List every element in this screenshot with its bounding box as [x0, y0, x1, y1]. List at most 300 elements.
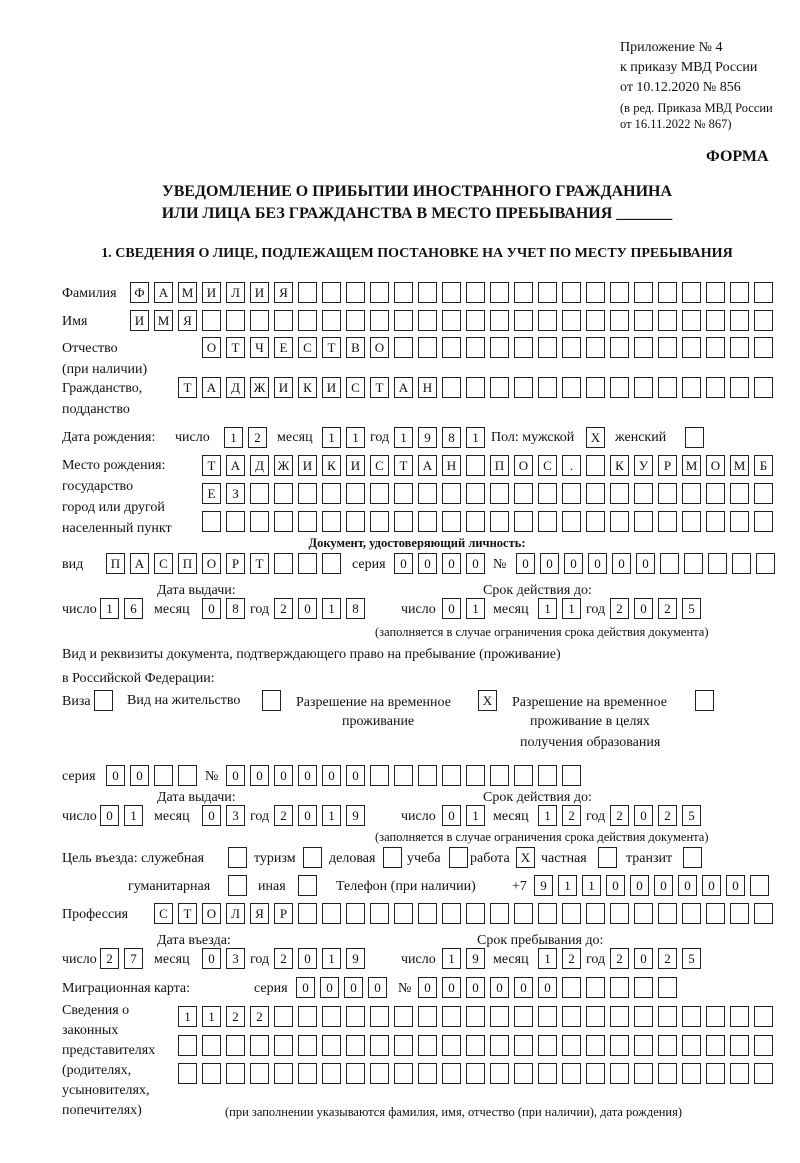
char-box[interactable] [730, 377, 749, 398]
char-box[interactable] [322, 1035, 341, 1056]
char-box[interactable] [466, 1006, 485, 1027]
char-box[interactable] [226, 1063, 245, 1084]
char-box[interactable] [562, 282, 581, 303]
char-box[interactable]: 0 [442, 553, 461, 574]
char-box[interactable] [706, 1006, 725, 1027]
char-box[interactable] [418, 337, 437, 358]
char-box[interactable]: М [178, 282, 197, 303]
char-box[interactable] [586, 455, 605, 476]
char-box[interactable]: 2 [274, 598, 293, 619]
char-box[interactable]: С [298, 337, 317, 358]
char-box[interactable] [754, 377, 773, 398]
char-box[interactable] [394, 337, 413, 358]
char-box[interactable]: 1 [202, 1006, 221, 1027]
char-box[interactable] [538, 483, 557, 504]
char-box[interactable] [322, 1063, 341, 1084]
char-box[interactable] [754, 903, 773, 924]
char-box[interactable]: 1 [346, 427, 365, 448]
char-box[interactable]: . [562, 455, 581, 476]
char-box[interactable]: 1 [538, 598, 557, 619]
char-box[interactable] [754, 282, 773, 303]
char-box[interactable] [706, 511, 725, 532]
char-box[interactable]: М [730, 455, 749, 476]
char-box[interactable] [586, 1035, 605, 1056]
char-box[interactable] [442, 282, 461, 303]
char-box[interactable]: Т [250, 553, 269, 574]
char-box[interactable] [754, 310, 773, 331]
char-box[interactable]: В [346, 337, 365, 358]
char-box[interactable] [682, 1006, 701, 1027]
char-box[interactable]: 0 [630, 875, 649, 896]
char-box[interactable] [634, 1006, 653, 1027]
char-box[interactable]: 0 [202, 598, 221, 619]
char-box[interactable] [706, 483, 725, 504]
char-box[interactable]: 1 [322, 805, 341, 826]
char-box[interactable] [682, 511, 701, 532]
char-box[interactable] [466, 765, 485, 786]
char-box[interactable]: 1 [562, 598, 581, 619]
char-box[interactable]: А [418, 455, 437, 476]
char-box[interactable] [466, 282, 485, 303]
char-box[interactable] [730, 310, 749, 331]
char-box[interactable]: 1 [466, 427, 485, 448]
char-box[interactable]: К [610, 455, 629, 476]
char-box[interactable] [514, 511, 533, 532]
char-box[interactable] [370, 1035, 389, 1056]
char-box[interactable]: 1 [322, 427, 341, 448]
char-box[interactable] [730, 1063, 749, 1084]
char-box[interactable] [538, 337, 557, 358]
char-box[interactable]: 0 [298, 948, 317, 969]
char-box[interactable] [394, 1063, 413, 1084]
char-box[interactable]: 1 [100, 598, 119, 619]
char-box[interactable] [754, 337, 773, 358]
char-box[interactable] [418, 765, 437, 786]
char-box[interactable] [466, 1035, 485, 1056]
char-box[interactable]: 1 [394, 427, 413, 448]
char-box[interactable]: Р [658, 455, 677, 476]
char-box[interactable]: 0 [442, 977, 461, 998]
char-box[interactable] [634, 903, 653, 924]
char-box[interactable]: 9 [466, 948, 485, 969]
char-box[interactable] [274, 1006, 293, 1027]
char-box[interactable]: 2 [274, 948, 293, 969]
char-box[interactable]: 0 [564, 553, 583, 574]
char-box[interactable] [610, 511, 629, 532]
char-box[interactable]: О [706, 455, 725, 476]
char-box[interactable] [322, 483, 341, 504]
char-box[interactable] [490, 1006, 509, 1027]
char-box[interactable] [490, 483, 509, 504]
char-box[interactable]: И [298, 455, 317, 476]
char-box[interactable]: 6 [124, 598, 143, 619]
checkbox[interactable] [303, 847, 322, 868]
char-box[interactable] [658, 1006, 677, 1027]
char-box[interactable] [634, 977, 653, 998]
char-box[interactable]: 1 [558, 875, 577, 896]
checkbox[interactable] [695, 690, 714, 711]
char-box[interactable] [586, 903, 605, 924]
char-box[interactable]: Ф [130, 282, 149, 303]
char-box[interactable] [586, 377, 605, 398]
char-box[interactable]: 0 [296, 977, 315, 998]
char-box[interactable]: А [130, 553, 149, 574]
char-box[interactable]: М [154, 310, 173, 331]
char-box[interactable] [298, 1063, 317, 1084]
char-box[interactable] [442, 511, 461, 532]
char-box[interactable] [658, 337, 677, 358]
char-box[interactable] [538, 1035, 557, 1056]
char-box[interactable] [562, 310, 581, 331]
char-box[interactable]: С [538, 455, 557, 476]
char-box[interactable]: 9 [346, 948, 365, 969]
char-box[interactable] [634, 483, 653, 504]
char-box[interactable]: О [202, 337, 221, 358]
char-box[interactable] [562, 377, 581, 398]
char-box[interactable] [490, 903, 509, 924]
char-box[interactable]: 0 [298, 805, 317, 826]
char-box[interactable] [730, 1006, 749, 1027]
char-box[interactable]: 3 [226, 948, 245, 969]
char-box[interactable] [370, 310, 389, 331]
char-box[interactable]: 2 [250, 1006, 269, 1027]
char-box[interactable]: 1 [322, 598, 341, 619]
char-box[interactable] [274, 1035, 293, 1056]
char-box[interactable] [322, 1006, 341, 1027]
char-box[interactable] [202, 310, 221, 331]
char-box[interactable]: 0 [442, 805, 461, 826]
char-box[interactable]: 1 [582, 875, 601, 896]
char-box[interactable] [298, 553, 317, 574]
char-box[interactable]: О [202, 903, 221, 924]
char-box[interactable] [274, 1063, 293, 1084]
char-box[interactable]: 0 [298, 765, 317, 786]
char-box[interactable] [274, 553, 293, 574]
char-box[interactable] [586, 483, 605, 504]
char-box[interactable] [466, 1063, 485, 1084]
char-box[interactable] [442, 483, 461, 504]
char-box[interactable] [226, 310, 245, 331]
char-box[interactable]: А [226, 455, 245, 476]
char-box[interactable] [562, 903, 581, 924]
char-box[interactable] [274, 511, 293, 532]
char-box[interactable] [514, 765, 533, 786]
char-box[interactable] [658, 282, 677, 303]
char-box[interactable] [754, 1035, 773, 1056]
char-box[interactable]: Л [226, 903, 245, 924]
char-box[interactable] [634, 1063, 653, 1084]
char-box[interactable] [562, 1006, 581, 1027]
char-box[interactable]: Д [250, 455, 269, 476]
char-box[interactable] [706, 337, 725, 358]
char-box[interactable]: П [178, 553, 197, 574]
char-box[interactable] [634, 1035, 653, 1056]
char-box[interactable] [418, 1006, 437, 1027]
char-box[interactable]: 0 [418, 553, 437, 574]
char-box[interactable] [562, 511, 581, 532]
char-box[interactable] [322, 310, 341, 331]
char-box[interactable]: К [322, 455, 341, 476]
char-box[interactable]: 0 [274, 765, 293, 786]
char-box[interactable]: 1 [124, 805, 143, 826]
char-box[interactable]: 1 [466, 805, 485, 826]
char-box[interactable] [490, 337, 509, 358]
char-box[interactable]: 1 [538, 805, 557, 826]
char-box[interactable] [442, 1035, 461, 1056]
char-box[interactable] [250, 483, 269, 504]
char-box[interactable] [706, 282, 725, 303]
char-box[interactable]: С [346, 377, 365, 398]
char-box[interactable] [226, 1035, 245, 1056]
char-box[interactable] [562, 1063, 581, 1084]
char-box[interactable] [586, 310, 605, 331]
char-box[interactable]: Т [322, 337, 341, 358]
char-box[interactable]: И [202, 282, 221, 303]
char-box[interactable] [658, 1035, 677, 1056]
char-box[interactable]: Л [226, 282, 245, 303]
char-box[interactable]: 9 [534, 875, 553, 896]
char-box[interactable] [562, 337, 581, 358]
char-box[interactable] [586, 1063, 605, 1084]
char-box[interactable] [610, 377, 629, 398]
char-box[interactable]: 2 [658, 805, 677, 826]
char-box[interactable]: 0 [106, 765, 125, 786]
char-box[interactable]: У [634, 455, 653, 476]
char-box[interactable] [178, 1035, 197, 1056]
char-box[interactable] [346, 483, 365, 504]
char-box[interactable] [750, 875, 769, 896]
char-box[interactable] [586, 511, 605, 532]
char-box[interactable] [658, 511, 677, 532]
char-box[interactable] [250, 310, 269, 331]
char-box[interactable] [730, 483, 749, 504]
char-box[interactable] [754, 483, 773, 504]
char-box[interactable]: Е [274, 337, 293, 358]
char-box[interactable]: И [130, 310, 149, 331]
char-box[interactable] [538, 282, 557, 303]
char-box[interactable] [658, 1063, 677, 1084]
char-box[interactable] [610, 1006, 629, 1027]
char-box[interactable] [610, 1063, 629, 1084]
checkbox[interactable] [228, 847, 247, 868]
char-box[interactable] [538, 377, 557, 398]
char-box[interactable] [346, 1006, 365, 1027]
char-box[interactable]: 1 [224, 427, 243, 448]
char-box[interactable]: Ч [250, 337, 269, 358]
char-box[interactable]: А [394, 377, 413, 398]
char-box[interactable] [442, 337, 461, 358]
char-box[interactable]: 8 [226, 598, 245, 619]
char-box[interactable] [442, 310, 461, 331]
char-box[interactable] [346, 1035, 365, 1056]
char-box[interactable]: 0 [634, 598, 653, 619]
char-box[interactable]: З [226, 483, 245, 504]
char-box[interactable] [658, 903, 677, 924]
checkbox[interactable]: X [516, 847, 535, 868]
char-box[interactable] [730, 337, 749, 358]
char-box[interactable] [514, 337, 533, 358]
char-box[interactable]: О [202, 553, 221, 574]
char-box[interactable]: Т [178, 903, 197, 924]
char-box[interactable] [514, 903, 533, 924]
char-box[interactable]: Д [226, 377, 245, 398]
char-box[interactable]: 0 [100, 805, 119, 826]
char-box[interactable] [370, 483, 389, 504]
char-box[interactable] [346, 511, 365, 532]
char-box[interactable]: 0 [250, 765, 269, 786]
char-box[interactable] [538, 765, 557, 786]
char-box[interactable] [370, 1063, 389, 1084]
char-box[interactable] [466, 377, 485, 398]
char-box[interactable] [684, 553, 703, 574]
char-box[interactable] [658, 310, 677, 331]
char-box[interactable] [514, 377, 533, 398]
char-box[interactable]: 0 [538, 977, 557, 998]
char-box[interactable]: 0 [202, 805, 221, 826]
char-box[interactable]: А [154, 282, 173, 303]
char-box[interactable] [490, 765, 509, 786]
char-box[interactable] [682, 310, 701, 331]
char-box[interactable] [394, 310, 413, 331]
char-box[interactable]: 0 [322, 765, 341, 786]
char-box[interactable] [514, 310, 533, 331]
char-box[interactable]: 0 [726, 875, 745, 896]
char-box[interactable]: 0 [588, 553, 607, 574]
char-box[interactable] [490, 310, 509, 331]
char-box[interactable]: Т [370, 377, 389, 398]
char-box[interactable] [514, 282, 533, 303]
char-box[interactable] [682, 1063, 701, 1084]
char-box[interactable] [706, 310, 725, 331]
char-box[interactable]: Т [394, 455, 413, 476]
char-box[interactable] [418, 483, 437, 504]
char-box[interactable]: С [370, 455, 389, 476]
char-box[interactable] [514, 1063, 533, 1084]
char-box[interactable]: Я [250, 903, 269, 924]
char-box[interactable] [562, 1035, 581, 1056]
char-box[interactable] [394, 511, 413, 532]
char-box[interactable] [202, 1035, 221, 1056]
char-box[interactable] [394, 483, 413, 504]
char-box[interactable] [466, 337, 485, 358]
char-box[interactable]: Р [274, 903, 293, 924]
char-box[interactable]: 3 [226, 805, 245, 826]
char-box[interactable]: Т [226, 337, 245, 358]
char-box[interactable] [298, 483, 317, 504]
char-box[interactable] [658, 977, 677, 998]
char-box[interactable] [466, 903, 485, 924]
char-box[interactable]: 0 [130, 765, 149, 786]
char-box[interactable]: 0 [226, 765, 245, 786]
char-box[interactable]: 0 [516, 553, 535, 574]
char-box[interactable]: 0 [418, 977, 437, 998]
char-box[interactable]: О [370, 337, 389, 358]
char-box[interactable] [610, 977, 629, 998]
char-box[interactable] [394, 765, 413, 786]
char-box[interactable] [610, 483, 629, 504]
char-box[interactable]: 2 [658, 948, 677, 969]
char-box[interactable] [562, 977, 581, 998]
char-box[interactable] [202, 511, 221, 532]
char-box[interactable]: 0 [442, 598, 461, 619]
char-box[interactable]: 0 [466, 553, 485, 574]
char-box[interactable] [706, 903, 725, 924]
char-box[interactable]: 0 [634, 805, 653, 826]
char-box[interactable]: 5 [682, 948, 701, 969]
char-box[interactable]: 0 [490, 977, 509, 998]
checkbox[interactable] [449, 847, 468, 868]
char-box[interactable] [514, 1006, 533, 1027]
char-box[interactable] [538, 511, 557, 532]
char-box[interactable]: 0 [634, 948, 653, 969]
checkbox[interactable] [383, 847, 402, 868]
char-box[interactable] [322, 903, 341, 924]
char-box[interactable]: Т [202, 455, 221, 476]
char-box[interactable] [660, 553, 679, 574]
char-box[interactable] [682, 903, 701, 924]
char-box[interactable]: С [154, 553, 173, 574]
char-box[interactable]: 0 [606, 875, 625, 896]
char-box[interactable]: 2 [562, 948, 581, 969]
char-box[interactable]: 7 [124, 948, 143, 969]
char-box[interactable]: 0 [654, 875, 673, 896]
char-box[interactable] [586, 282, 605, 303]
char-box[interactable] [442, 1006, 461, 1027]
char-box[interactable] [490, 511, 509, 532]
checkbox[interactable] [298, 875, 317, 896]
char-box[interactable]: 5 [682, 598, 701, 619]
char-box[interactable] [370, 282, 389, 303]
char-box[interactable]: П [106, 553, 125, 574]
char-box[interactable] [178, 1063, 197, 1084]
char-box[interactable] [250, 1063, 269, 1084]
char-box[interactable] [706, 1063, 725, 1084]
char-box[interactable] [706, 377, 725, 398]
char-box[interactable] [658, 483, 677, 504]
char-box[interactable] [466, 511, 485, 532]
char-box[interactable] [322, 282, 341, 303]
char-box[interactable] [730, 282, 749, 303]
char-box[interactable]: 2 [610, 805, 629, 826]
checkbox[interactable] [685, 427, 704, 448]
char-box[interactable] [418, 903, 437, 924]
char-box[interactable] [370, 903, 389, 924]
char-box[interactable]: 0 [368, 977, 387, 998]
char-box[interactable] [682, 282, 701, 303]
char-box[interactable] [682, 377, 701, 398]
char-box[interactable]: 2 [100, 948, 119, 969]
char-box[interactable] [562, 765, 581, 786]
char-box[interactable] [682, 337, 701, 358]
char-box[interactable]: 0 [394, 553, 413, 574]
checkbox[interactable] [598, 847, 617, 868]
char-box[interactable] [586, 337, 605, 358]
char-box[interactable] [514, 1035, 533, 1056]
char-box[interactable]: 0 [346, 765, 365, 786]
char-box[interactable] [274, 483, 293, 504]
char-box[interactable]: 2 [274, 805, 293, 826]
char-box[interactable] [226, 511, 245, 532]
char-box[interactable] [586, 1006, 605, 1027]
char-box[interactable]: 9 [418, 427, 437, 448]
char-box[interactable] [298, 903, 317, 924]
char-box[interactable] [394, 1006, 413, 1027]
char-box[interactable] [418, 1035, 437, 1056]
char-box[interactable] [756, 553, 775, 574]
char-box[interactable]: 0 [202, 948, 221, 969]
checkbox[interactable] [262, 690, 281, 711]
char-box[interactable] [418, 310, 437, 331]
